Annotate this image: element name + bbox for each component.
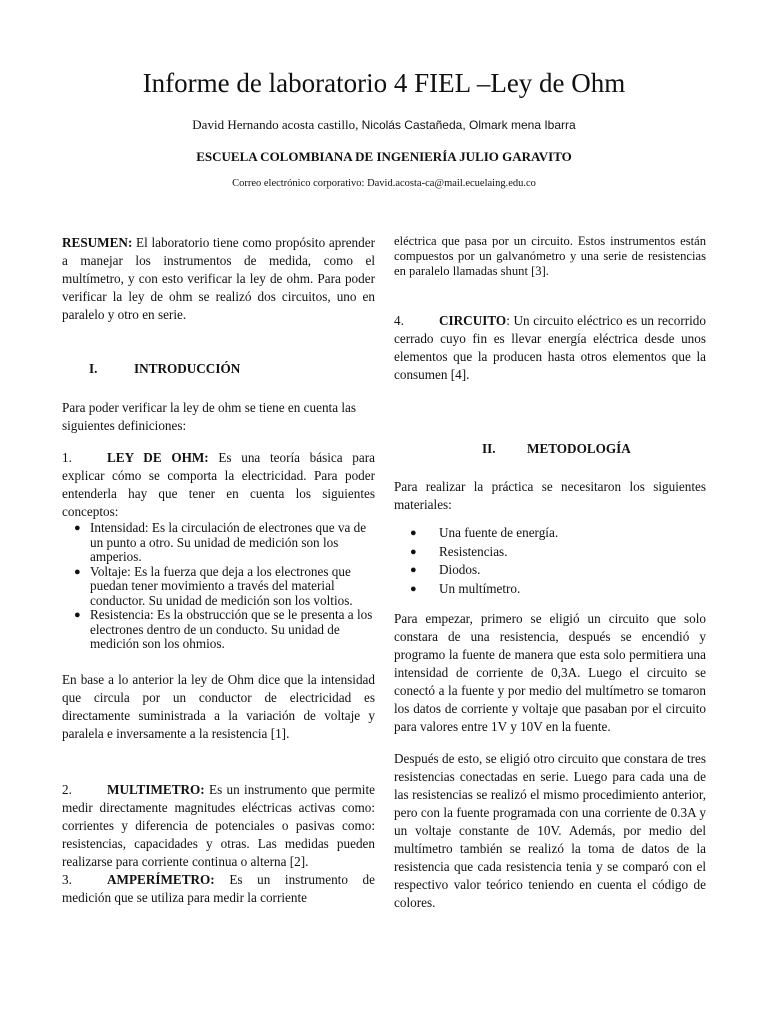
list-item: ● Voltaje: Es la fuerza que deja a los electrones que puedan tener movimiento a través del material conductor. Su unidad de medición son los voltios.: [74, 563, 353, 608]
abstract: [62, 234, 375, 324]
abstract-text: El laboratorio tiene como propósito aprender a manejar los instrumentos de medida, como el multímetro, y con esto verificar la ley de ohm. Para poder verificar la ley de ohm se realizó dos circuitos, uno en paralelo y otro en serie.: [62, 235, 375, 322]
bullet-icon: ●: [410, 564, 417, 576]
materials-list: [394, 524, 706, 598]
bullet-icon: ●: [74, 565, 81, 578]
bullet-icon: ●: [410, 527, 417, 539]
intro-lead: Para poder verificar la ley de ohm se tiene en cuenta las siguientes definiciones:: [62, 400, 357, 433]
bullet-icon: ●: [74, 609, 81, 621]
definition-circuito: [394, 312, 706, 384]
item-label: LEY DE OHM:: [107, 450, 209, 465]
item-number: 2.: [62, 781, 72, 797]
definition-ley-de-ohm: [62, 449, 375, 521]
item-text: Es una teoría básica para explicar cómo se comporta la electricidad. Para poder entenderla hay que tener en cuenta los siguientes conceptos:: [62, 450, 375, 519]
author-coauthors: Nicolás Castañeda, Olmark mena Ibarra: [361, 118, 576, 132]
institution: ESCUELA COLOMBIANA DE INGENIERÍA JULIO GARAVITO: [196, 149, 572, 164]
ohm-law-paragraph: En base a lo anterior la ley de Ohm dice que la intensidad que circula por un conductor de electricidad es directamente suministrada a la variación de voltaje y paralela e inversamente a la resistencia [1].: [62, 671, 375, 741]
section-title: METODOLOGÍA: [527, 441, 631, 456]
list-item: ● Resistencia: Es la obstrucción que se le presenta a los electrones dentro de un conducto. Su unidad de medición son los ohmios.: [74, 607, 373, 651]
author-primary: David Hernando acosta castillo,: [192, 117, 362, 132]
item-label: AMPERÍMETRO:: [107, 871, 215, 887]
list-item: ● Diodos.: [394, 561, 706, 580]
section-heading-introduccion: [89, 360, 375, 378]
amperimetro-continued: eléctrica que pasa por un circuito. Estos instrumentos están compuestos por un galvanómetro y una serie de resistencias en paralelo llamadas shunt [3].: [394, 234, 706, 278]
list-item: ● Intensidad: Es la circulación de electrones que va de un punto a otro. Su unidad de medición son los amperios.: [74, 520, 367, 564]
item-text: : Un circuito eléctrico es un recorrido cerrado cuyo fin es llevar energía eléctrica desde unos elementos que la producen hasta otros elementos que la consumen [4].: [394, 313, 706, 382]
right-column: [394, 234, 706, 912]
list-item: ● Un multímetro.: [394, 580, 706, 599]
section-title: INTRODUCCIÓN: [134, 361, 241, 376]
list-item: ● Resistencias.: [394, 543, 706, 562]
paper-title: Informe de laboratorio 4 FIEL –Ley de Ohm: [142, 68, 626, 98]
section-heading-metodologia: [482, 440, 706, 458]
section-number: I.: [89, 361, 98, 376]
methodology-paragraph-1: Para empezar, primero se eligió un circuito que solo constara de una resistencia, después se encendió y programo la fuente de manera que esta solo permitiera una intensidad de corriente de 0,3A. Luego el circuito se conectó a la fuente y por medio del multímetro se tomaron los datos de corriente y voltaje que pasaban por el circuito para valores entre 1V y 10V en la fuente.: [394, 611, 706, 734]
bullet-icon: ●: [410, 545, 417, 558]
authors: [0, 117, 768, 133]
bullet-icon: ●: [410, 582, 417, 595]
item-label: MULTIMETRO:: [107, 781, 205, 797]
section-number: II.: [482, 441, 496, 456]
definition-amperimetro: [62, 871, 375, 907]
left-column: [62, 234, 375, 907]
item-text: Es un instrumento de medición que se utiliza para medir la corriente: [62, 871, 375, 905]
item-number: 4.: [394, 313, 404, 328]
definition-multimetro: [62, 781, 375, 871]
contact-email: Correo electrónico corporativo: David.acosta-ca@mail.ecuelaing.edu.co: [232, 178, 536, 189]
concepts-list: [62, 521, 375, 652]
item-number: 3.: [62, 871, 72, 887]
item-text: Es un instrumento que permite medir directamente magnitudes eléctricas activas como: corrientes y diferencia de potenciales o pasivas como: resistencias, capacidades y otras. Las medidas pueden realizarse para corriente continua o alterna [2].: [62, 781, 375, 869]
methodology-lead: Para realizar la práctica se necesitaron los siguientes materiales:: [394, 479, 706, 512]
bullet-icon: ●: [74, 522, 81, 534]
abstract-label: RESUMEN:: [62, 235, 133, 250]
item-label: CIRCUITO: [439, 313, 507, 328]
list-item: ● Una fuente de energía.: [394, 524, 706, 543]
item-number: 1.: [62, 450, 72, 465]
methodology-paragraph-2: Después de esto, se eligió otro circuito que constara de tres resistencias conectadas en serie. Luego para cada una de las resistencias se realizó el mismo procedimiento anterior, pero con la fuente programada con una corriente de 0.3A y un voltaje constante de 10V. Además, por medio del multímetro también se realizó la toma de datos de la resistencia que cada resistencia tenia y se comparó con el respectivo valor teórico teniendo en cuenta el código de colores.: [394, 751, 706, 910]
